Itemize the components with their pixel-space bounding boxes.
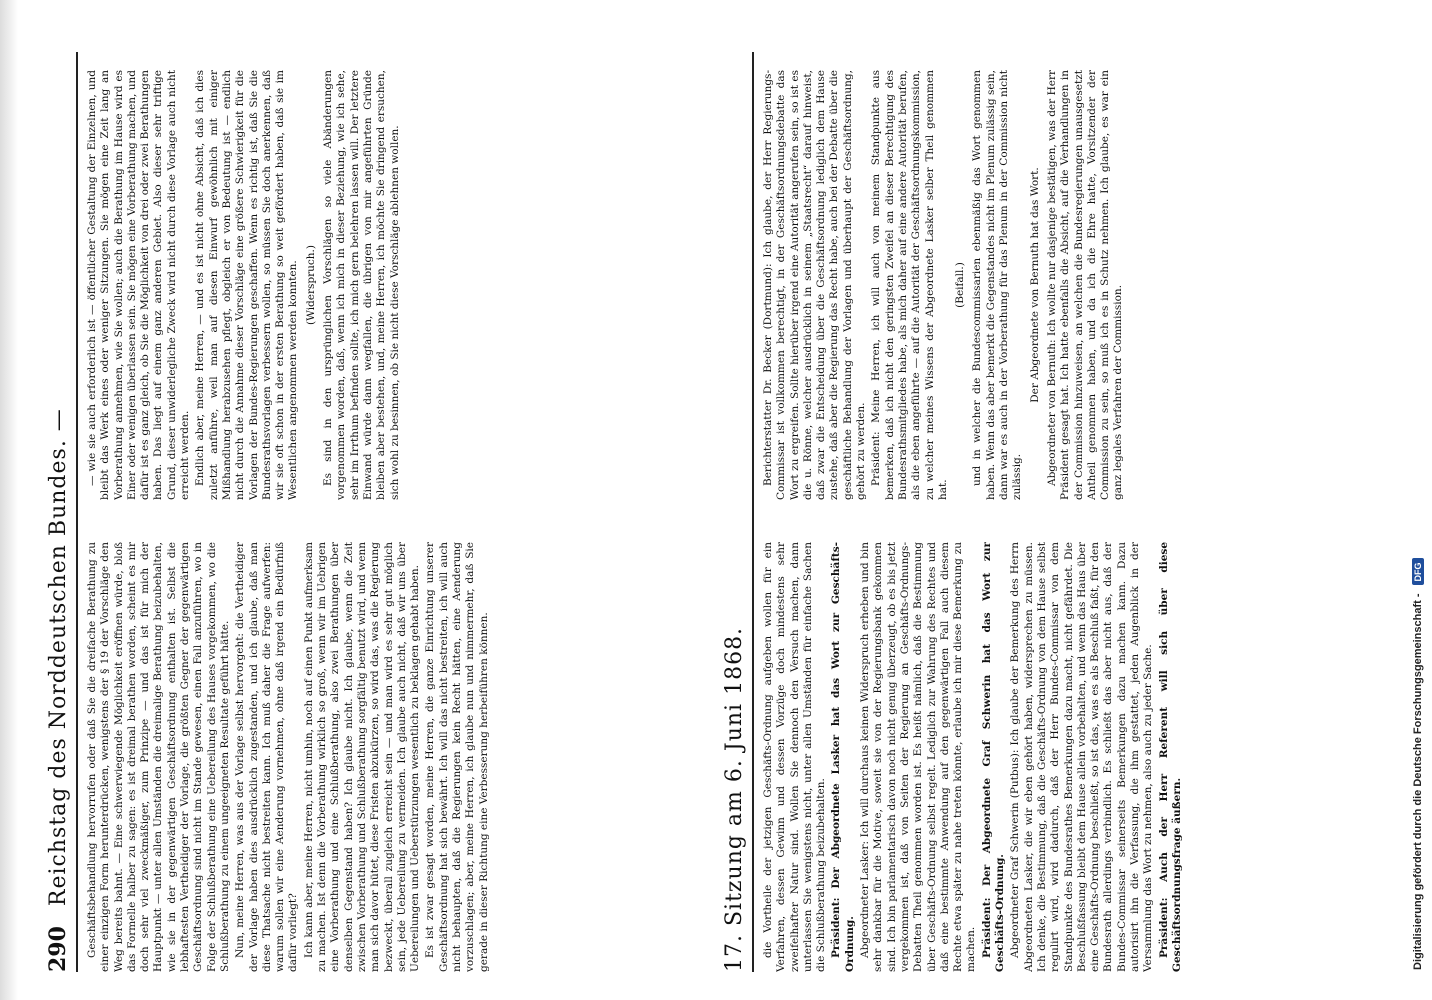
paragraph: Präsident: Meine Herren, ich will auch von meinem Standpunkte aus bemerken, daß ich nicht den geringsten Zweifel an dieser Berechtigung des Bundesrathsmitgliedes habe, als mich daher auf eine andere Autorität berufen, als die eben angeführte — auf die Autorität der Geschäftsordnungskommission, zu welcher meines Wissens der Abgeordnete Lasker selber Theil genommen hat.	[870, 70, 949, 500]
paragraph: Geschäftsbehandlung hervorrufen oder daß Sie die dreifache Berathung zu einer einzigen Form herunterdrücken, wenigstens der § 19 der Vorschläge den Weg bereits bahnt. — Eine schwerwiegende Möglichkeit eröffnen würde, bloß das Formelle halber zu sagen: es ist dreimal berathen worden, scheint es mir doch sehr viel zweckmäßiger, zum Prinzipe — und das ist für mich der Hauptpunkt — unter allen Umständen die dreimalige Berathung beizubehalten, wie sie in der gegenwärtigen Geschäftsordnung enthalten ist. Selbst die lebhaftesten Vertheidiger der Vorlage, die größten Gegner der gegenwärtigen Geschäftsordnung sind nicht im Stande gewesen, einen Fall anzuführen, wo in Folge der Schlußberathung eine Uebereilung des Hauses vorgekommen, wo die Schlußberathung zu einem ungeeigneten Resultate geführt hätte.	[86, 542, 231, 972]
paragraph: Abgeordneter von Bernuth: Ich wollte nur dasjenige bestätigen, was der Herr Präsident gesagt hat. Ich hatte ebenfalls die Absicht, auf die Verhandlungen in der Commission hinzuweisen, an welchen die Bundesregierungen unausgesetzt Antheil genommen haben, und da ich die Ehre hatte, Vorsitzender der Commission zu sein, so muß ich es in Schutz nehmen. Ich glaube, es war ein ganz legales Verfahren der Commission.	[1045, 70, 1125, 500]
paragraph: Endlich aber, meine Herren, — und es ist nicht ohne Absicht, daß ich dies zuletzt anführe, weil man auf diesen Einwurf gewöhnlich mit einiger Mißhandlung herabzusehen pflegt, obgleich er von Bedeutung ist — endlich nicht durch die Annahme dieser Vorschläge eine größere Schwierigkeit für die Vorlagen der Bundes-Regierungen geschaffen. Wenn es richtig ist, daß Sie die Bundesrathsvorlagen verbessern wollen, so müssen Sie doch anerkennen, daß wir sie oft schon in der ersten Berathung so weit gefördert haben, daß sie im Wesentlichen angenommen werden konnten.	[194, 70, 300, 500]
paragraph: Nun, meine Herren, was aus der Vorlage selbst hervorgeht: die Vertheidiger der Vorlage haben dies ausdrücklich zugestanden, und ich glaube, daß man diese Thatsache nicht bestreiten kann. Ich muß daher die Frage aufwerfen: warum sollen wir eine Aenderung vornehmen, ohne daß irgend ein Bedürfniß dafür vorliegt?	[234, 542, 300, 972]
speaker-paragraph: Präsident: Auch der Herr Referent will sich über diese Geschäftsordnungsfrage äußern.	[1157, 542, 1183, 972]
text-column-3	[762, 542, 1402, 972]
credit-text: Digitalisierung gefördert durch die Deutsche Forschungsgemeinschaft -	[1412, 593, 1424, 970]
paragraph: Abgeordneter Lasker: Ich will durchaus keinen Widerspruch erheben und bin sehr dankbar für die Motive, soweit sie von der Regierungsbank gekommen sind. Ich bin parlamentarisch davon noch nicht genug überzeugt, ob es bis jetzt vergekommen ist, daß von Seiten der Regierung an Geschäfts-Ordnungs-Debatten Theil genommen worden ist. Es heißt nämlich, daß die Bestimmung über Geschäfts-Ordnung selbst regelt. Lediglich zur Wahrung des Rechtes und daß eine bestimmte Anwendung auf den gegenwärtigen Fall auch diesem Rechte etwa später zu nahe treten könnte, erlaube ich mir diese Bemerkung zu machen.	[859, 542, 978, 972]
paragraph: Der Abgeordnete von Bernuth hat das Wort.	[1028, 167, 1041, 403]
paragraph: — wie sie auch erforderlich ist — öffentlicher Gestaltung der Einzelnen, und bleibt das Werk eines oder weniger Sitzungen. Sie mögen eine Zeit lang an Vorberathung annehmen, wie Sie wollen; auch die Berathung im Hause wird es Einer oder wenigen überlassen sein. Sie mögen eine Vorberathung machen, und dafür ist es ganz gleich, ob Sie die Möglichkeit von drei oder zwei Berathungen haben. Das liegt auf einem ganz anderen Gebiet. Also dieser sehr triftige Grund, dieser unwiderlegliche Zweck wird nicht durch diese Vorlage auch nicht erreicht werden.	[86, 70, 192, 500]
paragraph: Ich kann aber, meine Herren, nicht umhin, noch auf einen Punkt aufmerksam zu machen. Ist denn die Vorberathung wirklich so groß, wenn wir im Uebrigen eine Vorberathung und eine Schlußberathung, also zwei Berathungen über denselben Gegenstand haben? Ich glaube nicht. Ich glaube, wenn die Zeit zwischen Vorberathung und Schlußberathung sorgfältig benutzt wird, und wenn man sich davor hütet, diese Fristen abzukürzen, so wird das, was die Regierung bezweckt, überall zugleich erreicht sein — und man wird es sehr gut möglich sein, jede Uebereilung zu vermeiden. Ich glaube auch nicht, daß wir uns über Uebereilungen und Ueberstürzungen wesentlich zu beklagen gehabt haben.	[302, 542, 422, 972]
text-column-2	[86, 70, 696, 500]
paragraph: Es sind in den ursprünglichen Vorschlägen so viele Abänderungen vorgenommen worden, daß, wenn ich mich in dieser Beziehung, wie ich sehe, sehr im Irrthum befinden sollte, ich mich gern belehren lassen will. Der letztere Einwand würde dann wegfallen, die übrigen von mir angeführten Gründe bleiben aber bestehen, und, meine Herren, ich möchte Sie dringend ersuchen, sich wohl zu besinnen, ob Sie nicht diese Vorschläge ablehnen wollen.	[322, 70, 401, 500]
interjection: (Beifall.)	[954, 262, 967, 308]
text-column-1	[86, 542, 696, 972]
page-header-right	[716, 52, 754, 972]
dfg-logo: DFG	[1412, 558, 1424, 585]
paragraph: Abgeordneter Graf Schwerin (Putbus): Ich glaube der Bemerkung des Herrn Abgeordneten Lasker, die wir eben gehört haben, widersprechen zu müssen. Ich denke, die Bestimmung, daß die Geschäfts-Ordnung von dem Hause selbst regulirt wird, wird dadurch, daß der Herr Bundes-Commissar von dem Standpunkte des Bundesrathes Bemerkungen dazu macht, nicht gefährdet. Die Beschlußfassung bleibt dem Hause allein vorbehalten, und wenn das Haus über eine Geschäfts-Ordnung beschließt, so ist das, was es als Beschluß faßt, für den Bundesrath allerdings verbindlich. Es schließt das aber nicht aus, daß der Bundes-Commissar seinerseits Bemerkungen dazu machen kann. Dazu autorisirt ihn die Verfassung, die ihm gestattet, jeden Augenblick in der Versammlung das Wort zu nehmen, also auch zu jeder Sache.	[1009, 542, 1155, 972]
paragraph: Es ist zwar gesagt worden, meine Herren, die ganze Einrichtung unserer Geschäftsordnung hat sich bewährt. Ich will das nicht bestreiten, ich will auch nicht behaupten, daß die Regierungen kein Recht hätten, eine Aenderung vorzuschlagen; aber, meine Herren, ich glaube nun und nimmermehr, daß Sie gerade in dieser Richtung eine Verbesserung herbeiführen können.	[424, 542, 490, 972]
paragraph: die Vortheile der jetzigen Geschäfts-Ordnung aufgeben wollen für ein Verfahren, dessen Gewinn und dessen Vorzüge doch mindestens sehr zweifelhafter Natur sind. Wollen Sie dennoch den Versuch machen, dann unterlassen Sie wenigstens nicht, unter allen Umständen für einfache Sachen die Schlußberathung beizubehalten.	[762, 542, 828, 972]
scan-edge-shadow	[0, 0, 18, 1000]
speaker-paragraph: Präsident: Der Abgeordnete Lasker hat das Wort zur Geschäfts-Ordnung.	[830, 542, 856, 972]
running-title: Reichstag des Norddeutschen Bundes. —	[45, 408, 71, 907]
paragraph: Berichterstatter Dr. Becker (Dortmund): Ich glaube, der Herr Regierungs-Commissar ist vollkommen berechtigt, in der Geschäftsordnungsdebatte das Wort zu ergreifen. Sollte hierüber irgend eine Autorität angerufen sein, so ist es die u. Rönne, welcher ausdrücklich in seinem „Staatsrecht“ darauf hinweist, daß zwar die Entscheidung über die Geschäftsordnung lediglich dem Hause zustehe, daß aber die Regierung das Recht habe, auch bei der Debatte über die geschäftliche Behandlung der Vorlagen und überhaupt der Geschäftsordnung, gehört zu werden.	[762, 70, 868, 500]
session-title: 17. Sitzung am 6. Juni 1868.	[721, 626, 747, 972]
speaker-paragraph: Präsident: Der Abgeordnete Graf Schwerin hat das Wort zur Geschäfts-Ordnung.	[980, 542, 1007, 972]
text-column-4	[762, 70, 1402, 500]
digitization-credit	[1412, 10, 1424, 970]
page-number: 290	[45, 926, 71, 972]
paragraph: und in welcher die Bundescommissarien ebenmäßig das Wort genommen haben. Wenn das aber bemerkt die Gegenstandes nicht im Plenum zulässig sein, dann war es auch in der Vorberathung für das Plenum in der Commission nicht zulässig.	[971, 70, 1024, 500]
page-header-left	[40, 52, 78, 972]
interjection: (Widerspruch.)	[304, 245, 317, 325]
